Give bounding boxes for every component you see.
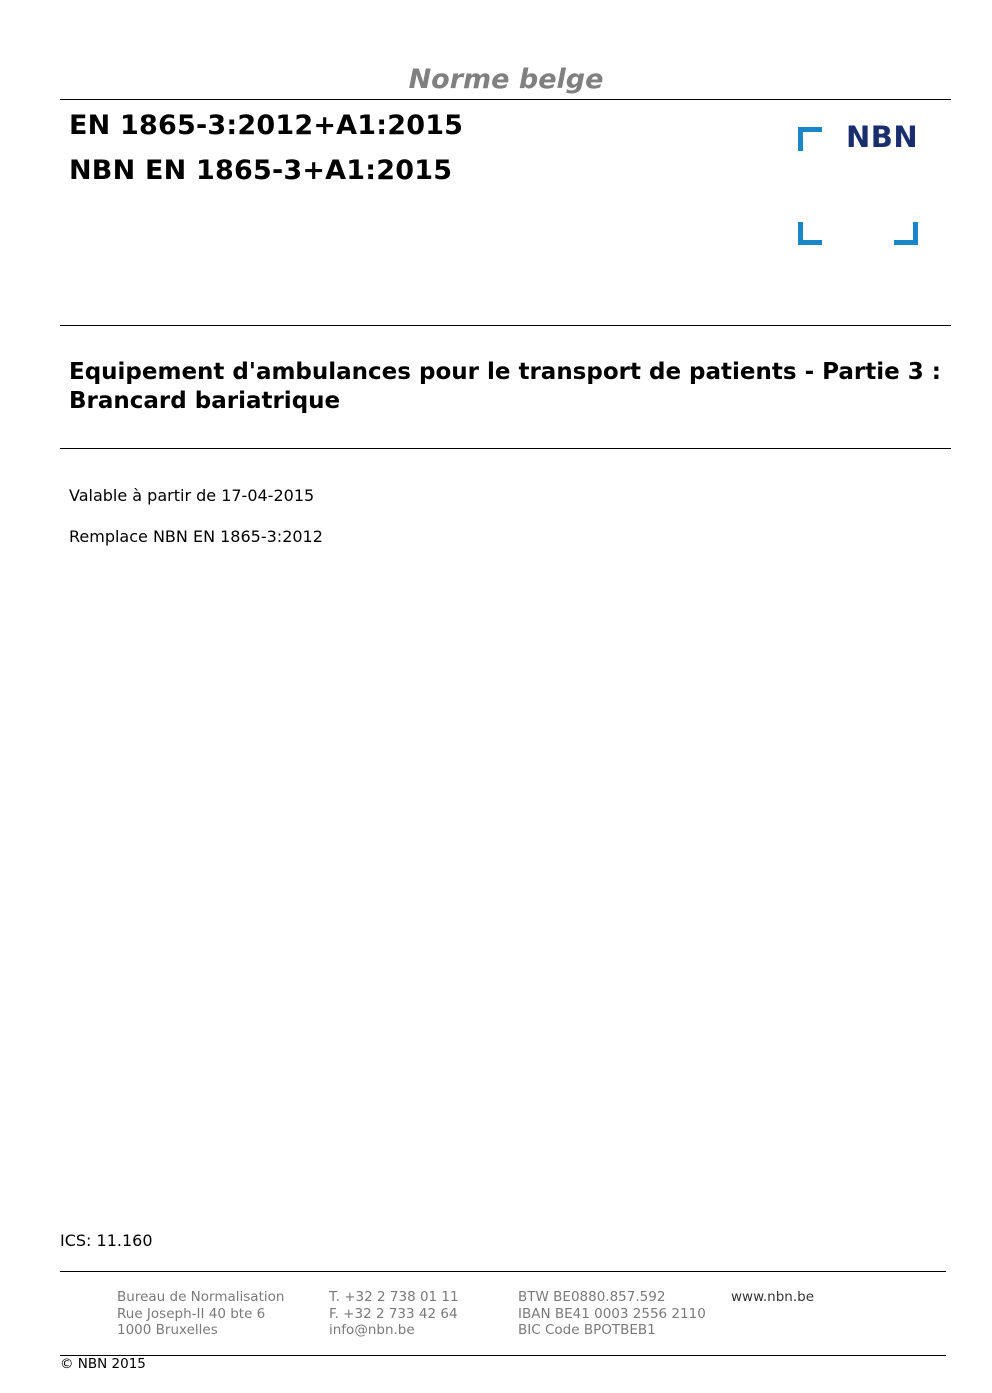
vat-number: BTW BE0880.857.592 — [518, 1289, 666, 1305]
footer-contact — [329, 1289, 459, 1339]
bic-code: BIC Code BPOTBEB1 — [518, 1322, 656, 1338]
address-line: Bureau de Normalisation — [117, 1289, 285, 1305]
iban-number: IBAN BE41 0003 2556 2110 — [518, 1305, 706, 1322]
copyright-notice: © NBN 2015 — [60, 1356, 146, 1372]
logo-bracket-top-left-icon — [798, 127, 822, 151]
header-divider — [60, 99, 951, 100]
website-link[interactable]: www.nbn.be — [731, 1289, 815, 1305]
logo-text: NBN — [846, 120, 919, 154]
email-link[interactable]: info@nbn.be — [329, 1322, 415, 1338]
ics-code: ICS: 11.160 — [60, 1231, 153, 1250]
footer-bottom-divider — [60, 1355, 946, 1356]
document-type-label: Norme belge — [408, 64, 604, 95]
logo-bracket-bottom-left-icon — [798, 222, 822, 245]
footer-address — [117, 1289, 284, 1339]
address-line: Rue Joseph-II 40 bte 6 — [117, 1305, 266, 1322]
address-line: 1000 Bruxelles — [117, 1322, 218, 1338]
fax-number: F. +32 2 733 42 64 — [329, 1305, 458, 1322]
footer-top-divider — [60, 1271, 946, 1272]
title-bottom-divider — [60, 448, 951, 449]
title-top-divider — [60, 325, 951, 326]
replaces-standard: Remplace NBN EN 1865-3:2012 — [69, 527, 323, 546]
validity-date: Valable à partir de 17-04-2015 — [69, 486, 315, 505]
footer-website — [731, 1289, 814, 1306]
logo-bracket-bottom-right-icon — [894, 222, 918, 245]
document-title: Equipement d'ambulances pour le transport de patients - Partie 3 : Brancard bariatrique — [69, 359, 941, 414]
nbn-standard-reference: NBN EN 1865-3+A1:2015 — [69, 155, 453, 186]
phone-number: T. +32 2 738 01 11 — [329, 1289, 459, 1305]
footer-bank — [518, 1289, 706, 1339]
en-standard-reference: EN 1865-3:2012+A1:2015 — [69, 110, 464, 141]
